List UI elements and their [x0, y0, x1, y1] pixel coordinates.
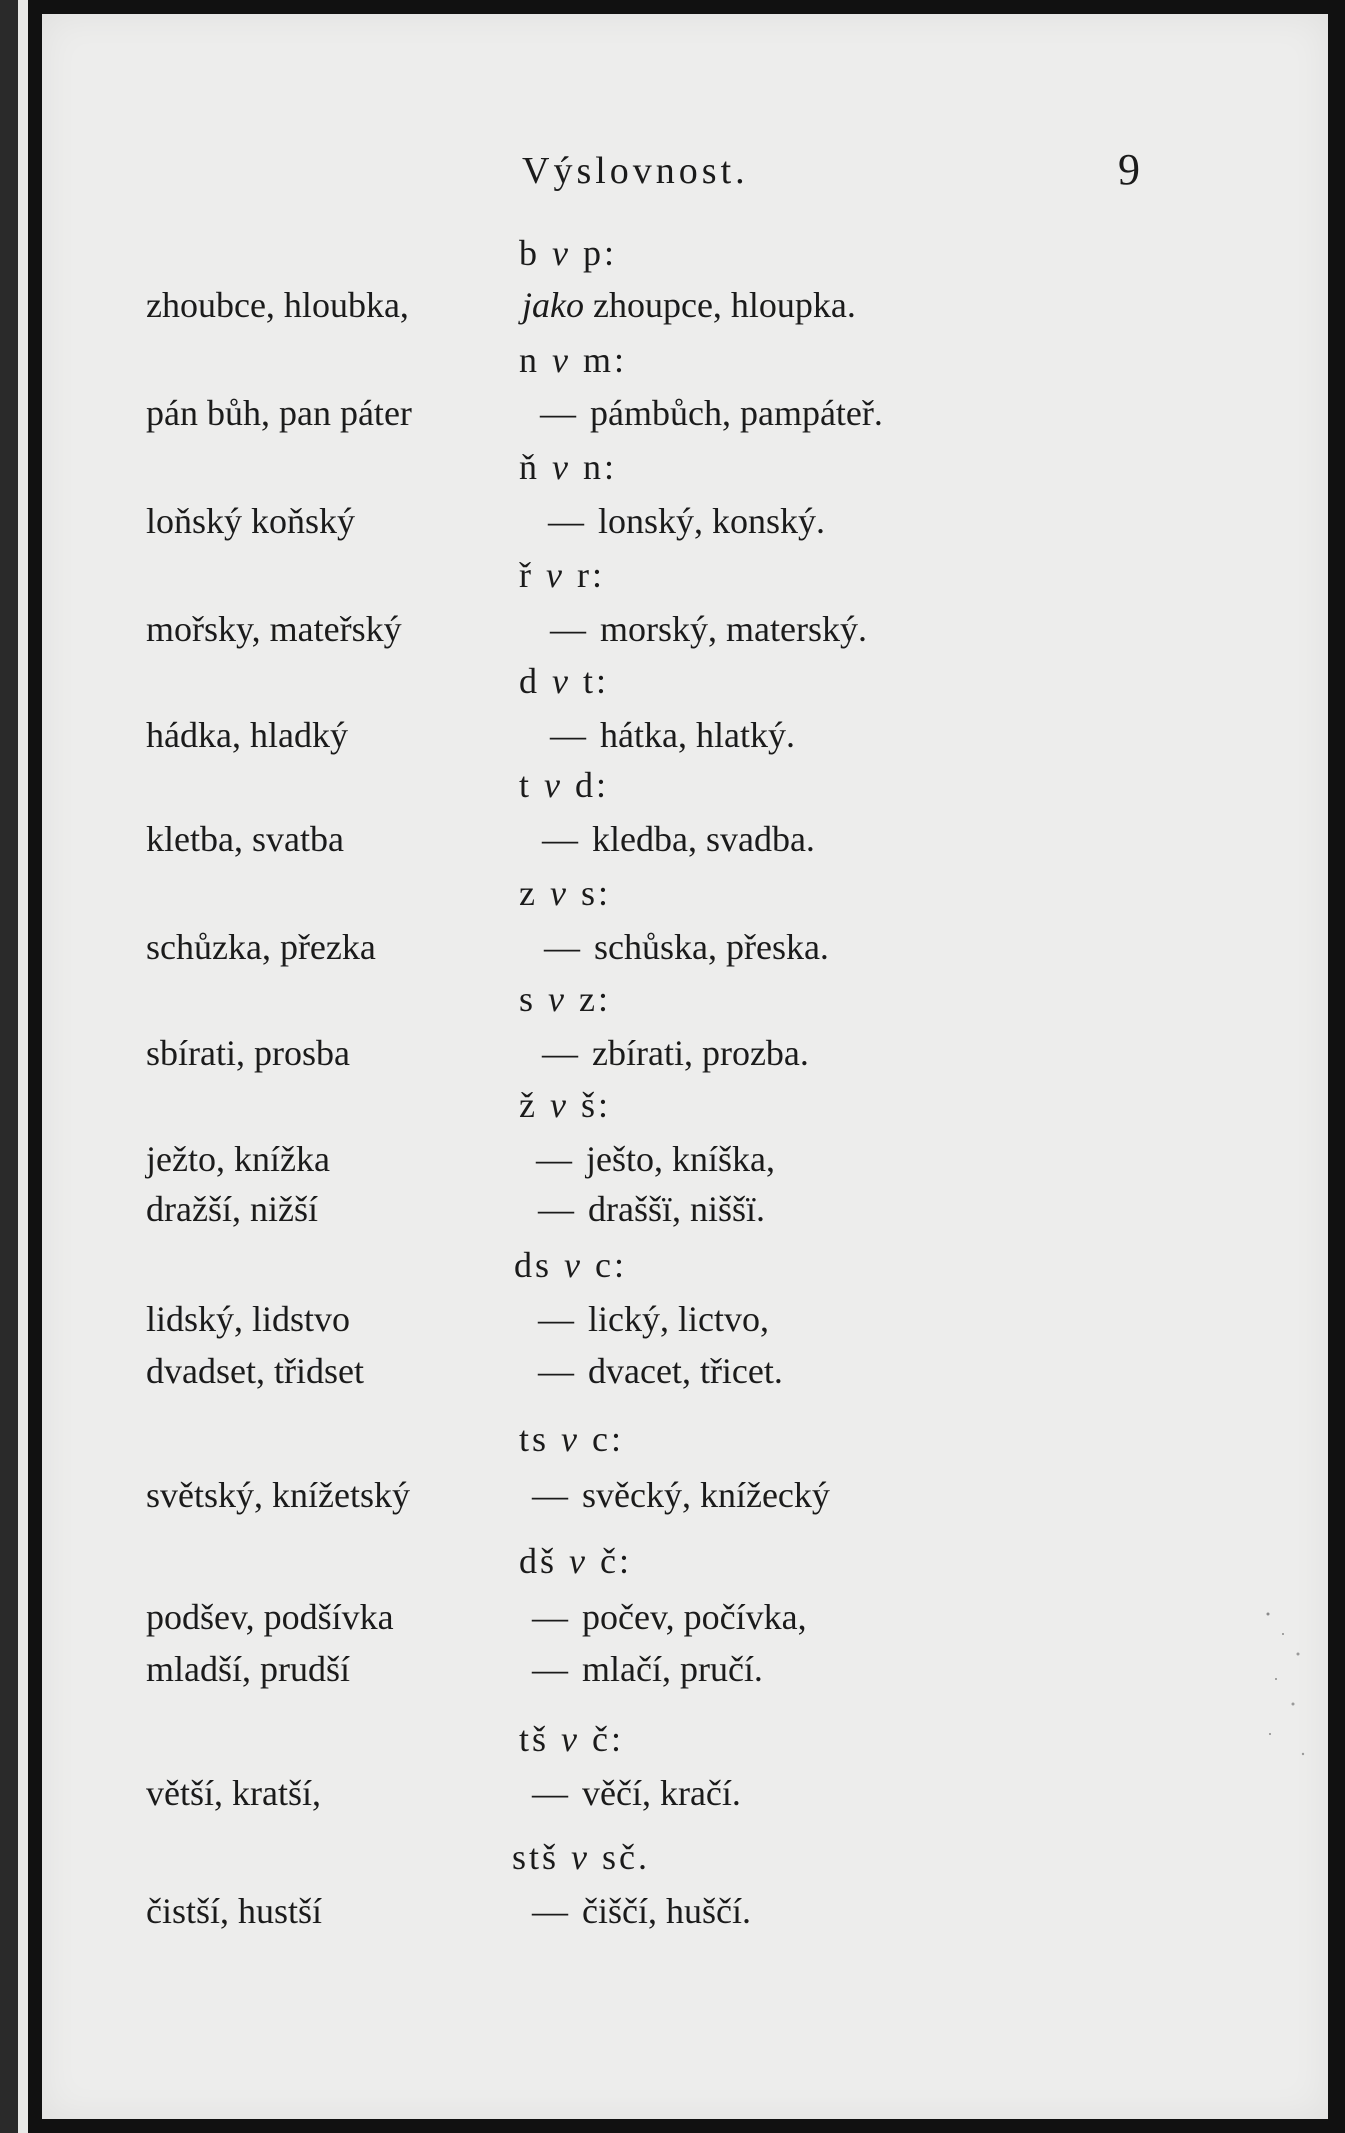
pronounced-text: mlačí, pručí. [582, 1649, 763, 1689]
pronounced-text: lonský, konský. [598, 501, 826, 541]
written-form: čistší, hustší [146, 1891, 323, 1931]
pronounced-form [540, 392, 883, 434]
paper-speckle-decoration [1258, 1594, 1318, 1794]
rule-target-letter: s: [580, 873, 611, 913]
rule-heading [519, 1418, 624, 1460]
pronounced-form [532, 1772, 741, 1814]
pronounced-text: lický, lictvo, [588, 1299, 769, 1339]
dash: — [532, 1475, 568, 1515]
pronounced-form [538, 1350, 783, 1392]
dash: — [548, 501, 584, 541]
page-title: Výslovnost. [522, 150, 749, 192]
dash: — [540, 393, 576, 433]
rule-target-letter: š: [580, 1085, 611, 1125]
dash: — [550, 715, 586, 755]
previous-page-edge [18, 0, 28, 2133]
rule-target-letter: r: [576, 555, 605, 595]
dash: — [538, 1351, 574, 1391]
pronounced-form [544, 926, 829, 968]
rule-source-letter: ž [519, 1085, 538, 1125]
pronounced-form [538, 1298, 769, 1340]
rule-source-letter: d [519, 661, 540, 701]
written-form: světský, knížetský [146, 1475, 410, 1515]
dash: — [532, 1891, 568, 1931]
pronounced-form [542, 818, 815, 860]
rule-connector: v [552, 447, 571, 487]
rule-source-letter: ř [519, 555, 534, 595]
rule-heading [512, 1836, 650, 1878]
rule-heading [519, 978, 611, 1020]
dash: — [542, 1033, 578, 1073]
pronounced-form [542, 1032, 809, 1074]
rule-target-letter: p: [582, 233, 617, 273]
pronounced-text: ješto, kníška, [586, 1139, 775, 1179]
pronounced-form [536, 1138, 775, 1180]
pronounced-text: zhoupce, hloupka. [592, 285, 856, 325]
pronounced-text: svěcký, knížecký [582, 1475, 830, 1515]
pronounced-form [532, 1890, 751, 1932]
rule-source-letter: s [519, 979, 537, 1019]
rule-source-letter: n [519, 340, 540, 380]
rule-heading [519, 1084, 611, 1126]
rule-source-letter: tš [519, 1719, 550, 1759]
scan-left-edge [0, 0, 18, 2133]
pronounced-text: pámbůch, pampáteř. [590, 393, 883, 433]
pronounced-form [548, 500, 825, 542]
dash: — [532, 1649, 568, 1689]
pronounced-text: dvacet, třicet. [588, 1351, 783, 1391]
pronounced-text: morský, materský. [600, 609, 867, 649]
rule-connector: v [546, 555, 565, 595]
rule-target-letter: č: [592, 1719, 624, 1759]
dash: — [538, 1189, 574, 1229]
rule-heading [519, 339, 627, 381]
rule-heading [519, 764, 609, 806]
rule-source-letter: dš [519, 1541, 558, 1581]
dash: — [542, 819, 578, 859]
dash: — [538, 1299, 574, 1339]
rule-heading [519, 1540, 632, 1582]
rule-heading [519, 872, 611, 914]
rule-source-letter: ds [514, 1245, 553, 1285]
pronounced-form [522, 284, 856, 326]
book-page [42, 14, 1328, 2119]
rule-connector: v [552, 661, 571, 701]
rule-target-letter: c: [592, 1419, 624, 1459]
pronounced-text: draššï, niššï. [588, 1189, 766, 1229]
rule-target-letter: d: [575, 765, 610, 805]
dash: — [532, 1773, 568, 1813]
written-form: lidský, lidstvo [146, 1299, 351, 1339]
rule-target-letter: m: [582, 340, 627, 380]
written-form: dražší, nižší [146, 1189, 318, 1229]
rule-source-letter: t [519, 765, 533, 805]
written-form: zhoubce, hloubka, [146, 285, 409, 325]
rule-connector: v [552, 233, 571, 273]
rule-source-letter: z [519, 873, 538, 913]
page-number: 9 [1118, 145, 1140, 194]
written-form: sbírati, prosba [146, 1033, 350, 1073]
rule-target-letter: n: [582, 447, 617, 487]
rule-target-letter: t: [582, 661, 609, 701]
rule-connector: v [548, 979, 567, 1019]
pronounced-text: schůska, přeska. [594, 927, 829, 967]
rule-heading [519, 1718, 624, 1760]
rule-connector: v [564, 1245, 583, 1285]
pronounced-form [550, 608, 867, 650]
written-form: podšev, podšívka [146, 1597, 394, 1637]
written-form: větší, kratší, [146, 1773, 321, 1813]
rule-connector: v [569, 1541, 588, 1581]
rule-target-letter: c: [595, 1245, 627, 1285]
written-form: dvadset, třidset [146, 1351, 364, 1391]
dash: — [550, 609, 586, 649]
rule-connector: v [561, 1719, 580, 1759]
jako-word: jako [522, 285, 584, 325]
dash: — [544, 927, 580, 967]
rule-heading [519, 446, 617, 488]
written-form: ježto, knížka [146, 1139, 330, 1179]
written-form: hádka, hladký [146, 715, 348, 755]
pronounced-form [532, 1596, 807, 1638]
rule-connector: v [561, 1419, 580, 1459]
rule-target-letter: sč. [602, 1837, 651, 1877]
rule-heading [519, 660, 609, 702]
rule-heading [519, 554, 605, 596]
pronounced-text: čiščí, huščí. [582, 1891, 751, 1931]
written-form: pán bůh, pan páter [146, 393, 412, 433]
written-form: loňský koňský [146, 501, 356, 541]
pronounced-text: hátka, hlatký. [600, 715, 795, 755]
pronounced-form [532, 1648, 763, 1690]
rule-source-letter: b [519, 233, 540, 273]
dash: — [536, 1139, 572, 1179]
written-form: schůzka, přezka [146, 927, 376, 967]
rule-connector: v [549, 873, 569, 913]
rule-connector: v [571, 1837, 591, 1877]
pronounced-text: kledba, svadba. [592, 819, 815, 859]
written-form: kletba, svatba [146, 819, 344, 859]
rule-heading [514, 1244, 627, 1286]
pronounced-text: věčí, kračí. [582, 1773, 741, 1813]
pronounced-form [538, 1188, 765, 1230]
rule-source-letter: ts [519, 1419, 550, 1459]
rule-connector: v [552, 340, 571, 380]
rule-connector: v [549, 1085, 569, 1125]
rule-target-letter: z: [579, 979, 611, 1019]
written-form: mořsky, mateřský [146, 609, 402, 649]
rule-source-letter: stš [512, 1837, 560, 1877]
written-form: mladší, prudší [146, 1649, 350, 1689]
rule-connector: v [544, 765, 563, 805]
pronounced-text: zbírati, prozba. [592, 1033, 809, 1073]
dash: — [532, 1597, 568, 1637]
pronounced-form [532, 1474, 830, 1516]
pronounced-text: počev, počívka, [582, 1597, 807, 1637]
pronounced-form [550, 714, 795, 756]
rule-target-letter: č: [600, 1541, 632, 1581]
rule-source-letter: ň [519, 447, 540, 487]
rule-heading [519, 232, 617, 274]
